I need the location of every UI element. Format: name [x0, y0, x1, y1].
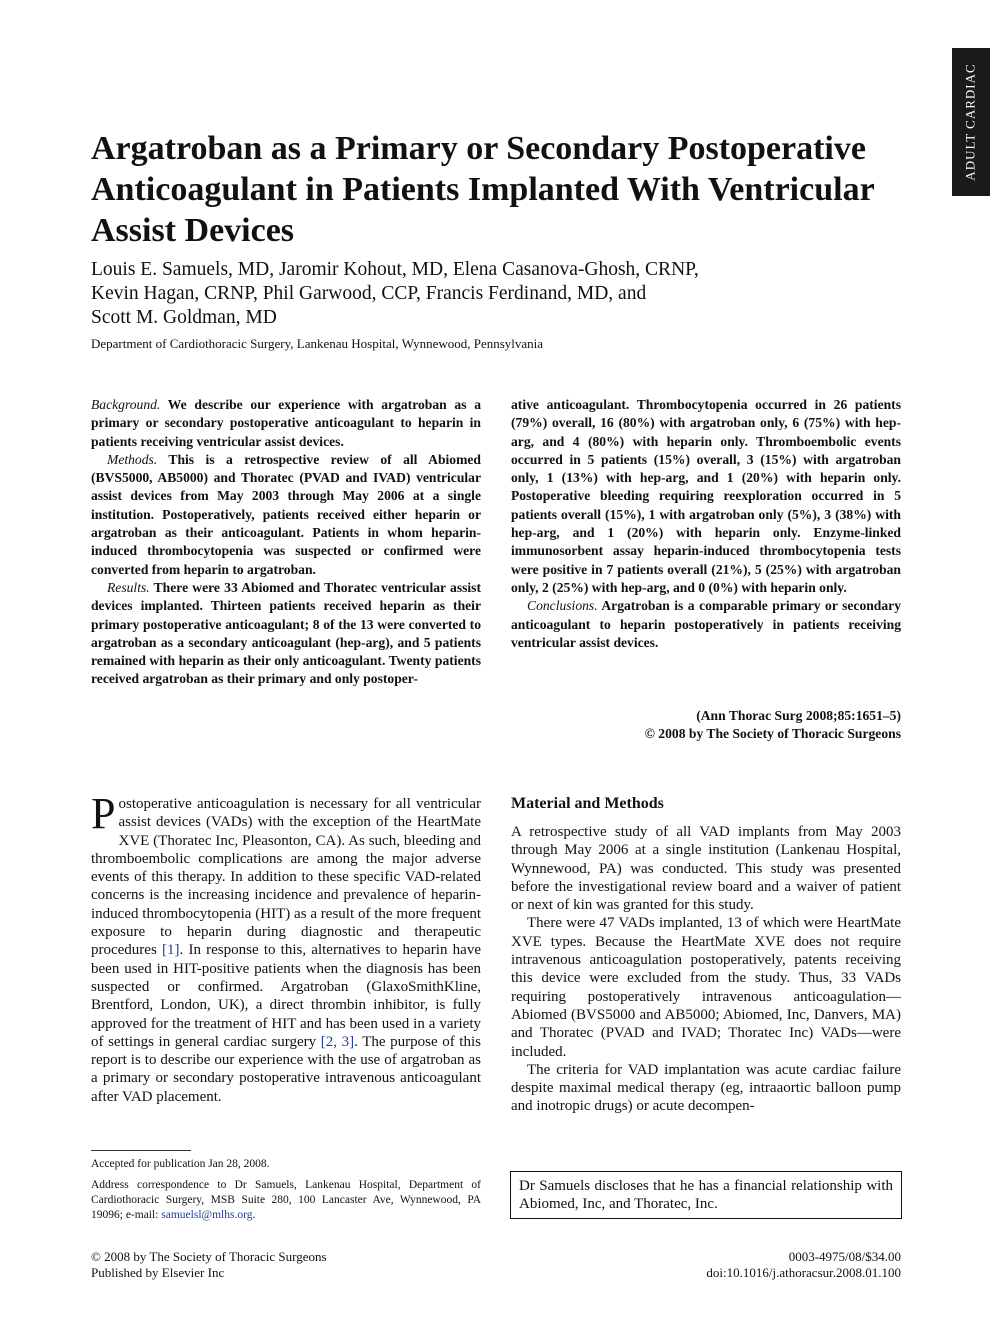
author-line-3: Scott M. Goldman, MD	[91, 307, 277, 328]
body-column-left	[91, 789, 481, 1106]
correspondence-address	[91, 1178, 481, 1223]
intro-text-3: . The purpose of this report is to describe our experience with the use of argatroban as a primary or secondary postoperative intravenous anticoagulant after VAD placement.	[91, 1033, 481, 1105]
footer-right	[560, 1249, 901, 1280]
address-text: Address correspondence to Dr Samuels, Lankenau Hospital, Department of Cardiothoracic Surgery, MSB Suite 280, 100 Lancaster Ave, Wynnewood, PA 19096; e-mail:	[91, 1179, 481, 1221]
abstract-conclusions-label: Conclusions.	[527, 598, 598, 614]
intro-paragraph	[91, 789, 481, 1106]
abstract-column-left	[91, 396, 481, 689]
author-list	[91, 258, 851, 330]
abstract-results	[91, 579, 481, 689]
intro-text-1: ostoperative anticoagulation is necessary for all ventricular assist devices (VADs) with the exception of the HeartMate XVE (Thoratec Inc, Pleasonton, CA). As such, bleeding and thromboembolic complications are among the major adverse events of this therapy. In addition to these specific VAD-related concerns is the increasing incidence and prevalence of heparin-induced thrombocytopenia (HIT) as a result of the more frequent exposure to heparin during diagnostic and therapeutic procedures	[91, 796, 481, 959]
footnotes	[91, 1157, 481, 1229]
intro-text-2: . In response to this, alternatives to heparin have been used in HIT-positive patients when the diagnosis has been suspected or confirmed. Argatroban (GlaxoSmithKline, Brentford, London, UK), a direct thrombin inhibitor, is fully approved for the treatment of HIT and has been used in a variety of settings in general cardiac surgery	[91, 942, 481, 1050]
footnote-divider	[91, 1150, 191, 1151]
affiliation: Department of Cardiothoracic Surgery, Lankenau Hospital, Wynnewood, Pennsylvania	[91, 336, 544, 351]
disclosure-box: Dr Samuels discloses that he has a financial relationship with Abiomed, Inc, and Thoratec, Inc.	[510, 1171, 902, 1219]
abstract-conclusions-text: Argatroban is a comparable primary or secondary anticoagulant to heparin postoperatively in patients receiving ventricular assist devices.	[511, 598, 901, 650]
abstract-methods-label: Methods.	[107, 451, 158, 467]
methods-paragraph-1: A retrospective study of all VAD implants from May 2003 through May 2006 at a single institution (Lankenau Hospital, Wynnewood, PA) was conducted. This study was presented before the investigational review board and a waiver of patient or next of kin was granted for this study.	[511, 824, 901, 914]
abstract-copyright: © 2008 by The Society of Thoracic Surgeons	[644, 726, 901, 742]
address-end: .	[252, 1209, 256, 1221]
abstract-background-label: Background.	[91, 397, 161, 412]
footer-doi: doi:10.1016/j.athoracsur.2008.01.100	[706, 1264, 901, 1280]
footer-issn: 0003-4975/08/$34.00	[788, 1249, 901, 1264]
section-tab-label: ADULT CARDIAC	[963, 63, 978, 181]
reference-link-1[interactable]: [1]	[162, 942, 180, 959]
abstract-background-text: We describe our experience with argatroban as a primary or secondary postoperative anticoagulant to heparin in patients receiving ventricular assist devices.	[91, 397, 481, 449]
author-line-2: Kevin Hagan, CRNP, Phil Garwood, CCP, Francis Ferdinand, MD, and	[91, 283, 647, 304]
footer-publisher: Published by Elsevier Inc	[91, 1264, 225, 1280]
email-link[interactable]: samuelsl@mlhs.org	[161, 1209, 253, 1221]
abstract-methods-text: This is a retrospective review of all Abiomed (BVS5000, AB5000) and Thoratec (PVAD and IVAD) ventricular assist devices from May 2003 through May 2006 at a single institution. Postoperatively, patients received either heparin or argatroban as their anticoagulant. Patients in whom heparin-induced thrombocytopenia was suspected or confirmed were converted from heparin to argatroban.	[91, 451, 481, 577]
reference-link-2-3[interactable]: [2, 3]	[320, 1033, 355, 1050]
abstract-results-label: Results.	[107, 579, 150, 595]
abstract-background	[91, 396, 481, 451]
drop-cap: P	[91, 789, 116, 838]
footer-copyright: © 2008 by The Society of Thoracic Surgeons	[91, 1249, 327, 1264]
section-tab	[952, 48, 990, 196]
abstract-results-continued: ative anticoagulant. Thrombocytopenia occurred in 26 patients (79%) overall, 16 (80%) with argatroban only, 6 (75%) with hep-arg, and 4 (80%) with heparin only. Thromboembolic events occurred in 5 patients (15%) overall, 3 (15%) with argatroban only, 1 (13%) with hep-arg, and 1 (20%) with heparin only. Postoperative bleeding requiring reexploration occurred in 5 patients overall (15%), 1 with argatroban only (5%), 3 (38%) with hep-arg, and 1 (20%) with heparin only. Enzyme-linked immunosorbent assay heparin-induced thrombocytopenia tests were positive in 7 patients overall (21%), 5 (25%) with argatroban only, 2 (25%) with hep-arg, and 0 (0%) with heparin only.	[511, 397, 901, 595]
citation-block	[511, 707, 901, 744]
abstract-results-text: There were 33 Abiomed and Thoratec ventricular assist devices implanted. Thirteen patients received heparin as their primary postoperative anticoagulant; 8 of the 13 were converted to argatroban as a secondary anticoagulant (hep-arg), and 5 patients remained with heparin as their only anticoagulant. Twenty patients received argatroban as their primary and only postoper-	[91, 579, 481, 687]
footer-left	[91, 1249, 491, 1280]
article-title: Argatroban as a Primary or Secondary Postoperative Anticoagulant in Patients Implanted With Ventricular Assist Devices	[91, 130, 875, 249]
journal-citation: (Ann Thorac Surg 2008;85:1651–5)	[696, 708, 901, 723]
methods-paragraph-2: There were 47 VADs implanted, 13 of which were HeartMate XVE types. Because the HeartMate XVE does not require intravenous anticoagulation postoperatively, patents receiving this device were excluded from the study. Thus, 33 VADs requiring postoperatively intravenous anticoagulation—Abiomed (BVS5000 and AB5000; Abiomed, Inc, Danvers, MA) and Thoratec (PVAD and IVAD; Thoratec Inc) VADs—were included.	[511, 915, 901, 1060]
abstract-methods	[91, 451, 481, 579]
body-column-right	[511, 795, 901, 1116]
methods-paragraph-3: The criteria for VAD implantation was acute cardiac failure despite maximal medical therapy (eg, intraaortic balloon pump and inotropic drugs) or acute decompen-	[511, 1061, 901, 1115]
abstract-column-right	[511, 396, 901, 652]
section-heading-methods: Material and Methods	[511, 795, 664, 812]
accepted-date: Accepted for publication Jan 28, 2008.	[91, 1158, 270, 1170]
author-line-1: Louis E. Samuels, MD, Jaromir Kohout, MD, Elena Casanova-Ghosh, CRNP,	[91, 259, 699, 280]
abstract-conclusions	[511, 597, 901, 652]
